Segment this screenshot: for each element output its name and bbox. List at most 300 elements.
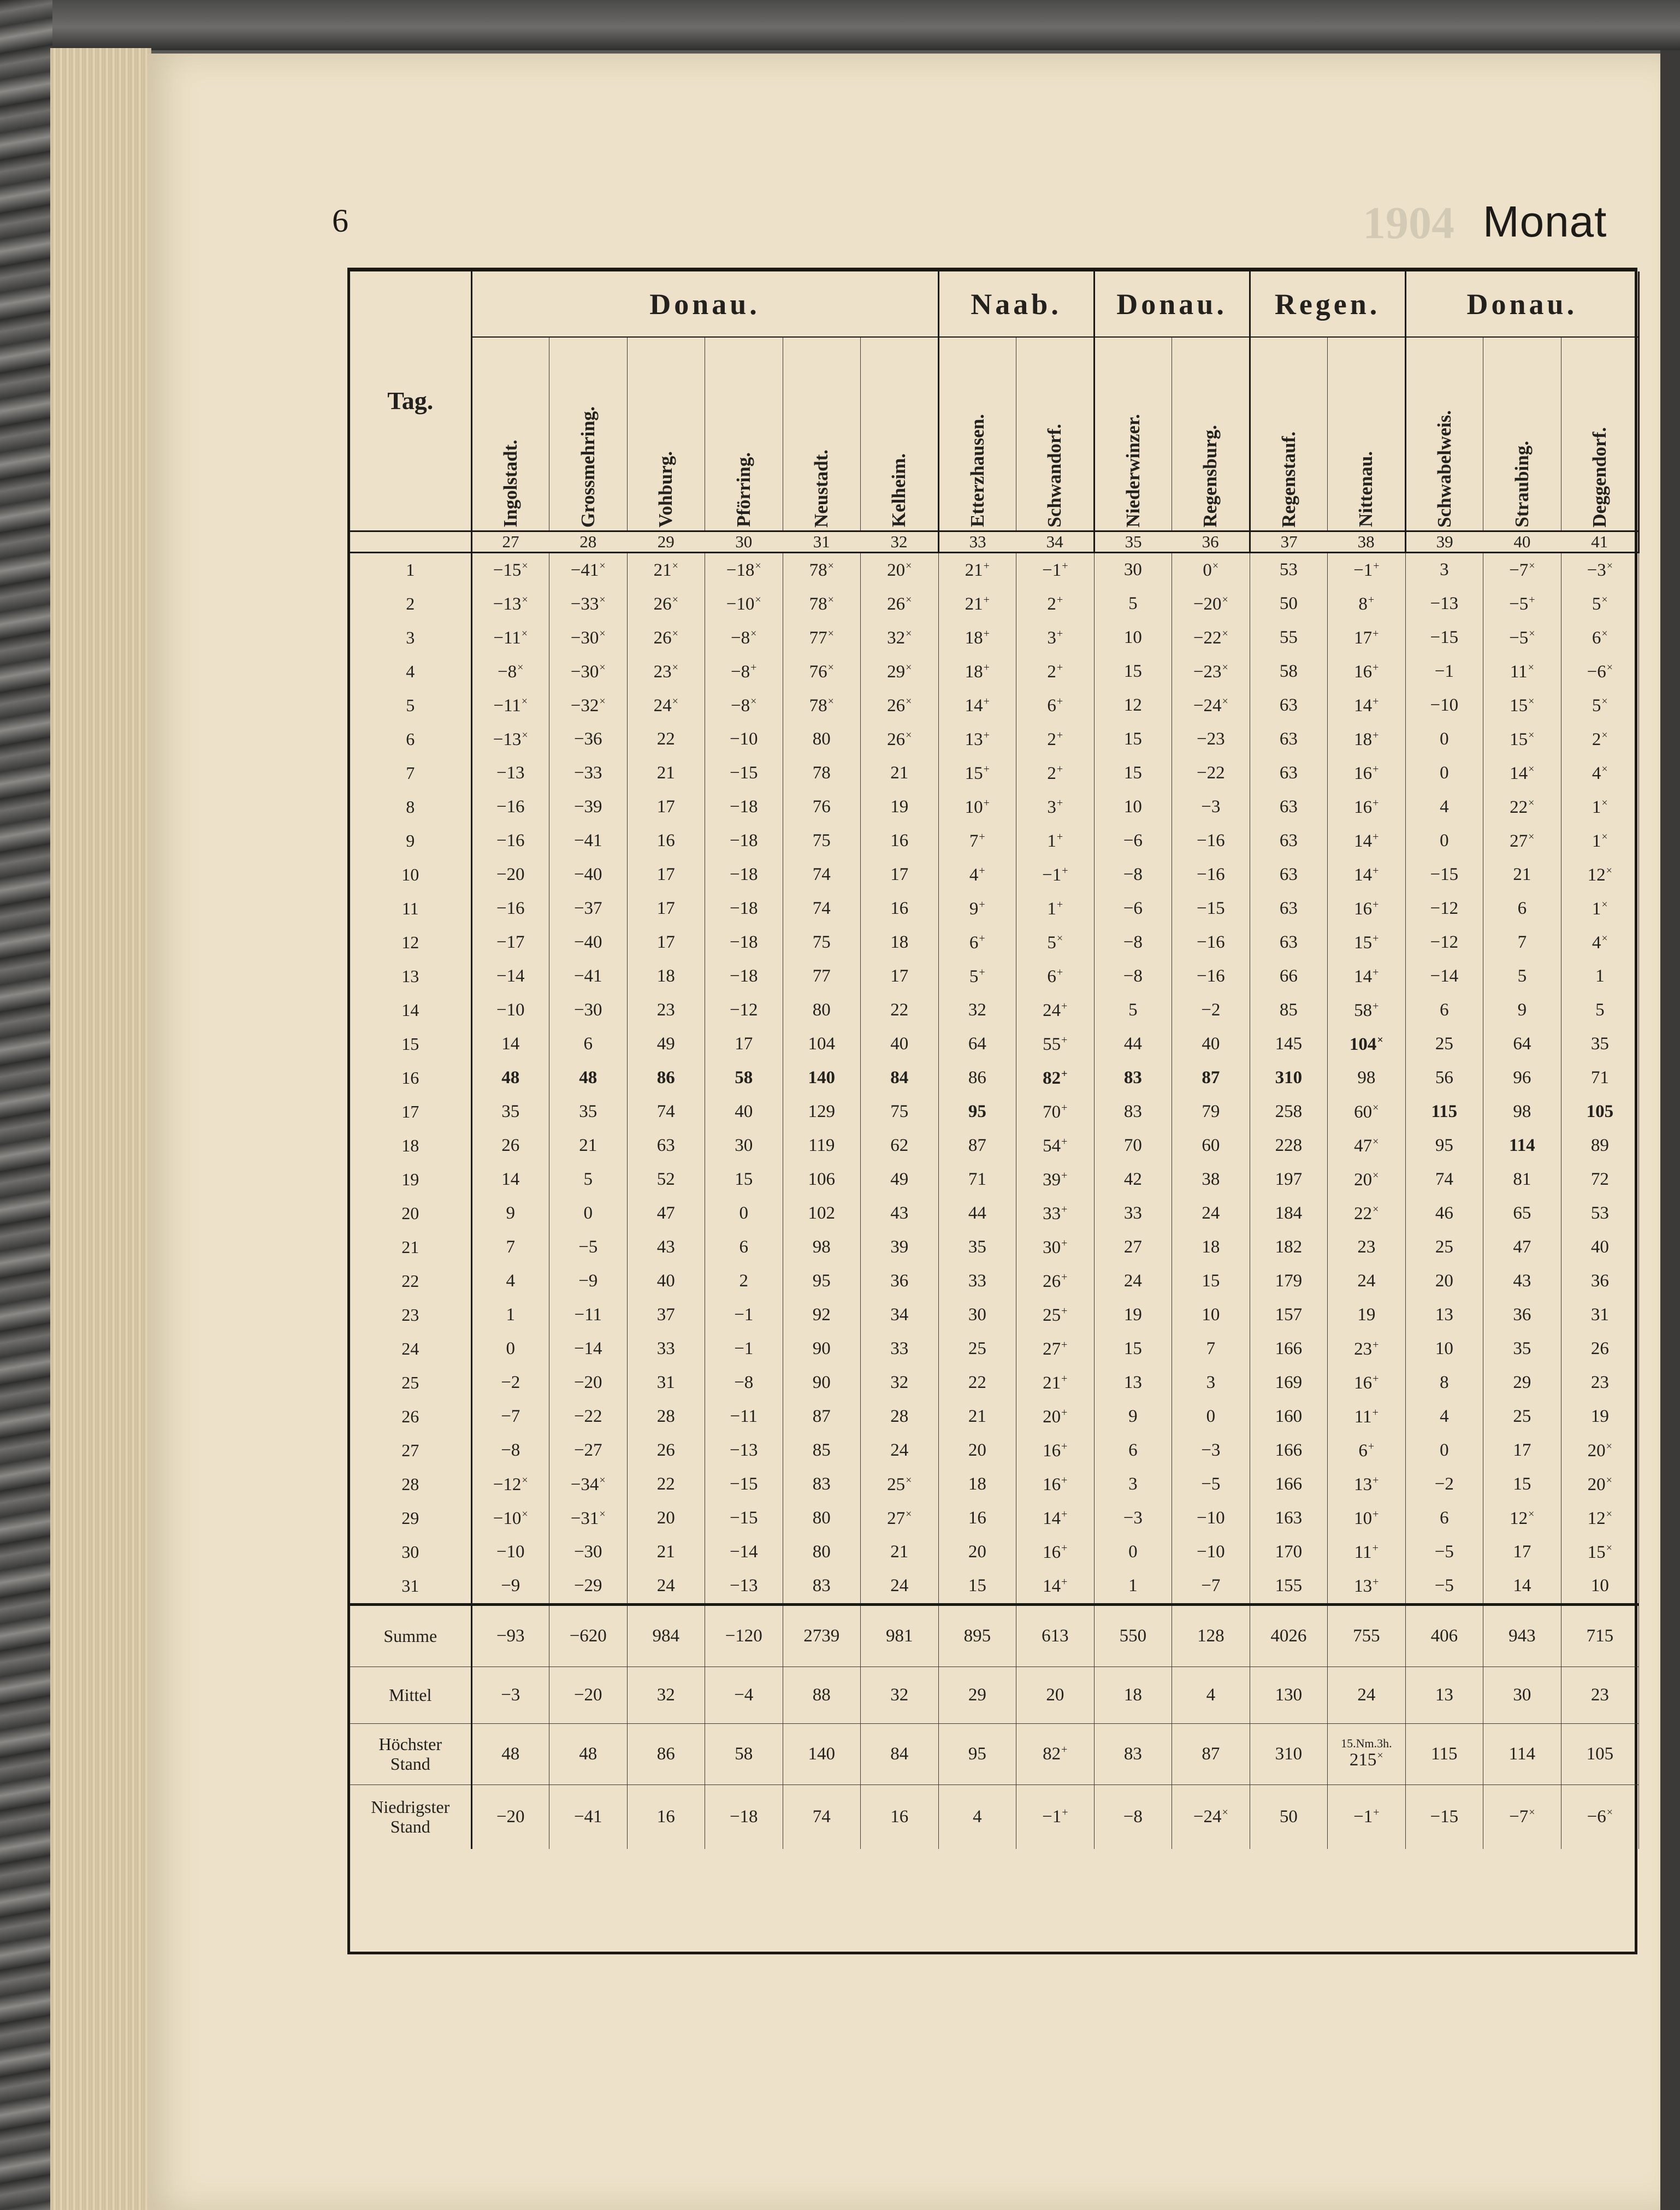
table-cell: 17 xyxy=(861,858,939,892)
table-cell: 17 xyxy=(627,790,705,824)
table-cell: −3 xyxy=(1172,790,1250,824)
table-cell: 71 xyxy=(1561,1061,1639,1095)
table-cell: −12× xyxy=(471,1468,549,1502)
table-cell: −39 xyxy=(549,790,628,824)
day-number: 13 xyxy=(350,960,471,994)
table-cell: 33+ xyxy=(1016,1197,1095,1231)
table-cell: −5 xyxy=(1405,1569,1483,1605)
table-cell: 86 xyxy=(938,1061,1016,1095)
table-cell: 20 xyxy=(938,1535,1016,1569)
table-cell: −18 xyxy=(705,960,783,994)
table-cell: 35 xyxy=(549,1095,628,1129)
summary-cell: 981 xyxy=(861,1604,939,1667)
summary-rows xyxy=(350,1604,1639,1849)
table-cell: 11+ xyxy=(1328,1400,1406,1434)
table-cell: −15 xyxy=(705,757,783,790)
station-name: Vohburg. xyxy=(655,451,677,528)
table-cell: 20 xyxy=(1405,1264,1483,1298)
table-cell: −1+ xyxy=(1328,552,1406,587)
table-cell: 1× xyxy=(1561,824,1639,858)
table-cell: −7 xyxy=(471,1400,549,1434)
station-header-6 xyxy=(938,337,1016,531)
table-cell: 32 xyxy=(861,1366,939,1400)
table-cell: 21 xyxy=(627,757,705,790)
table-cell: −20 xyxy=(471,858,549,892)
day-number: 8 xyxy=(350,790,471,824)
table-cell: 15× xyxy=(1483,723,1561,757)
table-cell: −3× xyxy=(1561,552,1639,587)
table-cell: 40 xyxy=(627,1264,705,1298)
table-cell: −30 xyxy=(549,1535,628,1569)
table-cell: 43 xyxy=(1483,1264,1561,1298)
table-cell: −7× xyxy=(1483,552,1561,587)
station-header-7 xyxy=(1016,337,1095,531)
table-row xyxy=(350,1129,1639,1163)
table-cell: −6 xyxy=(1094,892,1172,926)
river-header-donau-1: Donau. xyxy=(471,271,938,337)
station-header-5 xyxy=(861,337,939,531)
table-cell: 26× xyxy=(627,587,705,621)
summary-cell: 114 xyxy=(1483,1723,1561,1784)
table-cell: 75 xyxy=(783,824,861,858)
table-cell: 10+ xyxy=(938,790,1016,824)
table-cell: −13× xyxy=(471,723,549,757)
summary-cell: 943 xyxy=(1483,1604,1561,1667)
table-cell: 17 xyxy=(627,926,705,960)
table-cell: −30× xyxy=(549,621,628,655)
table-row xyxy=(350,1163,1639,1197)
table-cell: 74 xyxy=(783,858,861,892)
table-cell: 29× xyxy=(861,655,939,689)
table-cell: 16+ xyxy=(1016,1535,1095,1569)
table-row xyxy=(350,1061,1639,1095)
station-header-11 xyxy=(1328,337,1406,531)
table-cell: 60× xyxy=(1328,1095,1406,1129)
table-cell: −1 xyxy=(705,1332,783,1366)
table-cell: 80 xyxy=(783,723,861,757)
table-cell: 53 xyxy=(1250,552,1328,587)
summary-cell: 550 xyxy=(1094,1604,1172,1667)
table-cell: 10+ xyxy=(1328,1502,1406,1535)
table-cell: 13 xyxy=(1405,1298,1483,1332)
summary-cell: −20 xyxy=(549,1667,628,1723)
summary-cell: 128 xyxy=(1172,1604,1250,1667)
summary-cell: 87 xyxy=(1172,1723,1250,1784)
table-cell: 98 xyxy=(1328,1061,1406,1095)
station-number: 35 xyxy=(1094,531,1172,552)
table-cell: 25× xyxy=(861,1468,939,1502)
table-cell: 48 xyxy=(471,1061,549,1095)
table-cell: 74 xyxy=(627,1095,705,1129)
table-cell: −22× xyxy=(1172,621,1250,655)
station-name: Kelheim. xyxy=(888,453,910,528)
table-cell: 15 xyxy=(1483,1468,1561,1502)
table-cell: 58 xyxy=(1250,655,1328,689)
table-cell: −32× xyxy=(549,689,628,723)
summary-cell: 16 xyxy=(861,1784,939,1849)
table-cell: 72 xyxy=(1561,1163,1639,1197)
table-cell: 24 xyxy=(1328,1264,1406,1298)
summary-cell: 29 xyxy=(938,1667,1016,1723)
summary-cell: −8 xyxy=(1094,1784,1172,1849)
table-cell: 64 xyxy=(938,1027,1016,1061)
table-cell: 27 xyxy=(1094,1231,1172,1264)
table-cell: 78× xyxy=(783,587,861,621)
table-cell: 25 xyxy=(1405,1231,1483,1264)
table-cell: 25 xyxy=(938,1332,1016,1366)
summary-cell: 984 xyxy=(627,1604,705,1667)
book-binding-left xyxy=(0,0,52,2210)
table-cell: 87 xyxy=(783,1400,861,1434)
table-cell: 78 xyxy=(783,757,861,790)
table-cell: 78× xyxy=(783,552,861,587)
table-cell: 80 xyxy=(783,1502,861,1535)
station-header-2 xyxy=(627,337,705,531)
table-cell: 48 xyxy=(549,1061,628,1095)
table-cell: 95 xyxy=(1405,1129,1483,1163)
table-cell: 0 xyxy=(1094,1535,1172,1569)
table-cell: 63 xyxy=(1250,790,1328,824)
day-number: 21 xyxy=(350,1231,471,1264)
table-cell: 30 xyxy=(1094,552,1172,587)
table-cell: 14 xyxy=(471,1163,549,1197)
table-cell: 16+ xyxy=(1016,1434,1095,1468)
summary-cell: 715 xyxy=(1561,1604,1639,1667)
table-cell: 30 xyxy=(938,1298,1016,1332)
table-cell: 5× xyxy=(1016,926,1095,960)
table-cell: 46 xyxy=(1405,1197,1483,1231)
table-cell: −34× xyxy=(549,1468,628,1502)
table-cell: −10 xyxy=(705,723,783,757)
table-cell: 15 xyxy=(938,1569,1016,1605)
table-row xyxy=(350,1095,1639,1129)
table-cell: −15 xyxy=(1405,621,1483,655)
table-cell: 63 xyxy=(1250,892,1328,926)
table-cell: 17+ xyxy=(1328,621,1406,655)
station-number: 34 xyxy=(1016,531,1095,552)
table-cell: 16+ xyxy=(1328,655,1406,689)
table-cell: 83 xyxy=(783,1569,861,1605)
table-cell: 11+ xyxy=(1328,1535,1406,1569)
table-cell: −6 xyxy=(1094,824,1172,858)
day-number: 27 xyxy=(350,1434,471,1468)
table-cell: 16+ xyxy=(1016,1468,1095,1502)
table-cell: 14 xyxy=(471,1027,549,1061)
table-cell: 89 xyxy=(1561,1129,1639,1163)
table-cell: −14 xyxy=(705,1535,783,1569)
day-number: 16 xyxy=(350,1061,471,1095)
table-cell: 47× xyxy=(1328,1129,1406,1163)
summary-cell: −18 xyxy=(705,1784,783,1849)
table-cell: −5+ xyxy=(1483,587,1561,621)
table-cell: 33 xyxy=(861,1332,939,1366)
table-cell: 95 xyxy=(938,1095,1016,1129)
table-cell: 13+ xyxy=(1328,1569,1406,1605)
table-cell: 9+ xyxy=(938,892,1016,926)
station-name: Regensburg. xyxy=(1199,424,1221,528)
table-cell: 1 xyxy=(1561,960,1639,994)
station-header-14 xyxy=(1561,337,1639,531)
summary-cell: −20 xyxy=(471,1784,549,1849)
station-number: 40 xyxy=(1483,531,1561,552)
station-number: 27 xyxy=(471,531,549,552)
table-cell: −15× xyxy=(471,552,549,587)
table-cell: 98 xyxy=(1483,1095,1561,1129)
table-cell: 63 xyxy=(1250,723,1328,757)
summary-cell: 84 xyxy=(861,1723,939,1784)
table-cell: 0 xyxy=(549,1197,628,1231)
table-cell: −11 xyxy=(705,1400,783,1434)
table-cell: 6 xyxy=(1094,1434,1172,1468)
table-row xyxy=(350,1468,1639,1502)
table-cell: 4 xyxy=(471,1264,549,1298)
table-cell: 43 xyxy=(861,1197,939,1231)
summary-cell: 4026 xyxy=(1250,1604,1328,1667)
table-cell: −7 xyxy=(1172,1569,1250,1605)
day-number: 3 xyxy=(350,621,471,655)
table-cell: 20× xyxy=(861,552,939,587)
table-cell: 17 xyxy=(1483,1434,1561,1468)
station-name: Deggendorf. xyxy=(1588,427,1610,528)
table-row xyxy=(350,1332,1639,1366)
water-level-table xyxy=(350,271,1640,1849)
table-row xyxy=(350,757,1639,790)
table-cell: 19 xyxy=(861,790,939,824)
table-cell: 23+ xyxy=(1328,1332,1406,1366)
table-cell: 2+ xyxy=(1016,655,1095,689)
summary-cell: 88 xyxy=(783,1667,861,1723)
table-cell: 4 xyxy=(1405,1400,1483,1434)
table-cell: 13+ xyxy=(1328,1468,1406,1502)
summary-cell: 2739 xyxy=(783,1604,861,1667)
table-cell: 31 xyxy=(627,1366,705,1400)
table-cell: 18+ xyxy=(1328,723,1406,757)
summary-cell: 115 xyxy=(1405,1723,1483,1784)
table-cell: 5 xyxy=(549,1163,628,1197)
table-cell: 5× xyxy=(1561,689,1639,723)
table-cell: 27× xyxy=(1483,824,1561,858)
table-cell: 28 xyxy=(861,1400,939,1434)
summary-label: Mittel xyxy=(350,1667,471,1723)
table-cell: 83 xyxy=(1094,1095,1172,1129)
table-cell: 53 xyxy=(1561,1197,1639,1231)
table-cell: 25 xyxy=(1483,1400,1561,1434)
table-cell: 85 xyxy=(783,1434,861,1468)
day-number: 22 xyxy=(350,1264,471,1298)
table-cell: 10 xyxy=(1094,790,1172,824)
table-cell: 18+ xyxy=(938,655,1016,689)
table-cell: −16 xyxy=(1172,960,1250,994)
table-cell: 22 xyxy=(938,1366,1016,1400)
table-cell: 60 xyxy=(1172,1129,1250,1163)
table-cell: 30+ xyxy=(1016,1231,1095,1264)
station-number: 37 xyxy=(1250,531,1328,552)
table-cell: −29 xyxy=(549,1569,628,1605)
table-cell: 7 xyxy=(1483,926,1561,960)
table-row xyxy=(350,723,1639,757)
summary-cell: 13 xyxy=(1405,1667,1483,1723)
table-cell: 62 xyxy=(861,1129,939,1163)
table-cell: 17 xyxy=(627,892,705,926)
table-cell: 37 xyxy=(627,1298,705,1332)
table-cell: 20× xyxy=(1561,1468,1639,1502)
table-cell: −23 xyxy=(1172,723,1250,757)
table-cell: 22× xyxy=(1483,790,1561,824)
table-cell: 24 xyxy=(1172,1197,1250,1231)
table-cell: −8 xyxy=(1094,926,1172,960)
table-cell: −11× xyxy=(471,689,549,723)
day-number: 7 xyxy=(350,757,471,790)
table-cell: −16 xyxy=(471,790,549,824)
table-cell: −14 xyxy=(1405,960,1483,994)
table-cell: 15+ xyxy=(938,757,1016,790)
table-cell: 86 xyxy=(627,1061,705,1095)
table-cell: 129 xyxy=(783,1095,861,1129)
table-row xyxy=(350,587,1639,621)
table-cell: 14+ xyxy=(1328,858,1406,892)
summary-cell: 48 xyxy=(549,1723,628,1784)
table-cell: −22 xyxy=(549,1400,628,1434)
table-cell: 18 xyxy=(627,960,705,994)
table-cell: 119 xyxy=(783,1129,861,1163)
day-number: 29 xyxy=(350,1502,471,1535)
table-cell: 6 xyxy=(549,1027,628,1061)
table-cell: 20× xyxy=(1561,1434,1639,1468)
table-cell: 49 xyxy=(627,1027,705,1061)
table-cell: 6 xyxy=(1405,1502,1483,1535)
summary-cell: −93 xyxy=(471,1604,549,1667)
table-cell: 14+ xyxy=(1328,689,1406,723)
table-cell: −8× xyxy=(471,655,549,689)
table-cell: 23 xyxy=(1328,1231,1406,1264)
table-cell: 16 xyxy=(938,1502,1016,1535)
station-name: Schwabelweis. xyxy=(1433,410,1455,528)
table-cell: 71 xyxy=(938,1163,1016,1197)
table-cell: 50 xyxy=(1250,587,1328,621)
day-number: 25 xyxy=(350,1366,471,1400)
table-cell: 5+ xyxy=(938,960,1016,994)
table-cell: 3 xyxy=(1094,1468,1172,1502)
table-cell: 18+ xyxy=(938,621,1016,655)
table-cell: 0× xyxy=(1172,552,1250,587)
table-cell: 56 xyxy=(1405,1061,1483,1095)
table-cell: 44 xyxy=(1094,1027,1172,1061)
table-cell: 39+ xyxy=(1016,1163,1095,1197)
table-cell: 16+ xyxy=(1328,1366,1406,1400)
table-cell: −20× xyxy=(1172,587,1250,621)
table-cell: 25+ xyxy=(1016,1298,1095,1332)
summary-cell: 755 xyxy=(1328,1604,1406,1667)
station-number: 39 xyxy=(1405,531,1483,552)
summary-cell: −24× xyxy=(1172,1784,1250,1849)
table-cell: 6+ xyxy=(938,926,1016,960)
station-name: Regenstauf. xyxy=(1277,431,1299,528)
table-cell: 0 xyxy=(1405,824,1483,858)
table-cell: 40 xyxy=(705,1095,783,1129)
table-cell: 20 xyxy=(938,1434,1016,1468)
summary-cell: 86 xyxy=(627,1723,705,1784)
table-row xyxy=(350,1400,1639,1434)
day-number: 15 xyxy=(350,1027,471,1061)
table-cell: 24× xyxy=(627,689,705,723)
table-cell: 23 xyxy=(1561,1366,1639,1400)
table-cell: 2+ xyxy=(1016,723,1095,757)
table-cell: 75 xyxy=(783,926,861,960)
table-cell: 5 xyxy=(1561,994,1639,1027)
table-cell: 63 xyxy=(1250,689,1328,723)
table-cell: 5× xyxy=(1561,587,1639,621)
table-cell: 30 xyxy=(705,1129,783,1163)
table-cell: 15× xyxy=(1561,1535,1639,1569)
station-number: 36 xyxy=(1172,531,1250,552)
table-cell: 0 xyxy=(1405,757,1483,790)
table-cell: 15 xyxy=(1094,655,1172,689)
table-cell: 44 xyxy=(938,1197,1016,1231)
table-cell: 14 xyxy=(1483,1569,1561,1605)
station-name: Straubing. xyxy=(1511,440,1533,528)
station-header-12 xyxy=(1405,337,1483,531)
table-cell: −2 xyxy=(1405,1468,1483,1502)
table-cell: 70+ xyxy=(1016,1095,1095,1129)
table-cell: 5 xyxy=(1094,587,1172,621)
summary-cell: −3 xyxy=(471,1667,549,1723)
table-cell: 3 xyxy=(1405,552,1483,587)
table-cell: 6× xyxy=(1561,621,1639,655)
table-cell: −9 xyxy=(549,1264,628,1298)
table-cell: 27× xyxy=(861,1502,939,1535)
station-name: Ingolstadt. xyxy=(499,440,521,528)
table-cell: −30× xyxy=(549,655,628,689)
summary-label: Niedrigster Stand xyxy=(350,1784,471,1849)
table-cell: 26 xyxy=(471,1129,549,1163)
summary-cell: 4 xyxy=(1172,1667,1250,1723)
table-cell: −1 xyxy=(705,1298,783,1332)
table-cell: 95 xyxy=(783,1264,861,1298)
summary-cell: 613 xyxy=(1016,1604,1095,1667)
table-cell: 19 xyxy=(1094,1298,1172,1332)
table-row xyxy=(350,926,1639,960)
summary-cell: −15 xyxy=(1405,1784,1483,1849)
table-cell: 15 xyxy=(1094,723,1172,757)
table-cell: 17 xyxy=(861,960,939,994)
table-cell: 81 xyxy=(1483,1163,1561,1197)
table-cell: 104× xyxy=(1328,1027,1406,1061)
table-cell: 6+ xyxy=(1016,960,1095,994)
table-cell: 14× xyxy=(1483,757,1561,790)
daily-values xyxy=(350,552,1639,1604)
table-cell: 87 xyxy=(1172,1061,1250,1095)
table-cell: 179 xyxy=(1250,1264,1328,1298)
day-number: 19 xyxy=(350,1163,471,1197)
table-row xyxy=(350,655,1639,689)
table-cell: 36 xyxy=(1561,1264,1639,1298)
summary-cell: 895 xyxy=(938,1604,1016,1667)
table-cell: −18 xyxy=(705,858,783,892)
table-cell: −8 xyxy=(705,1366,783,1400)
table-cell: −9 xyxy=(471,1569,549,1605)
table-row xyxy=(350,1027,1639,1061)
table-cell: 35 xyxy=(1483,1332,1561,1366)
day-number: 11 xyxy=(350,892,471,926)
table-cell: 15 xyxy=(705,1163,783,1197)
table-cell: 7 xyxy=(471,1231,549,1264)
table-cell: 21+ xyxy=(938,552,1016,587)
station-number-row xyxy=(350,531,1639,552)
table-cell: −31× xyxy=(549,1502,628,1535)
summary-cell: 95 xyxy=(938,1723,1016,1784)
table-cell: −5 xyxy=(549,1231,628,1264)
table-cell: −33× xyxy=(549,587,628,621)
